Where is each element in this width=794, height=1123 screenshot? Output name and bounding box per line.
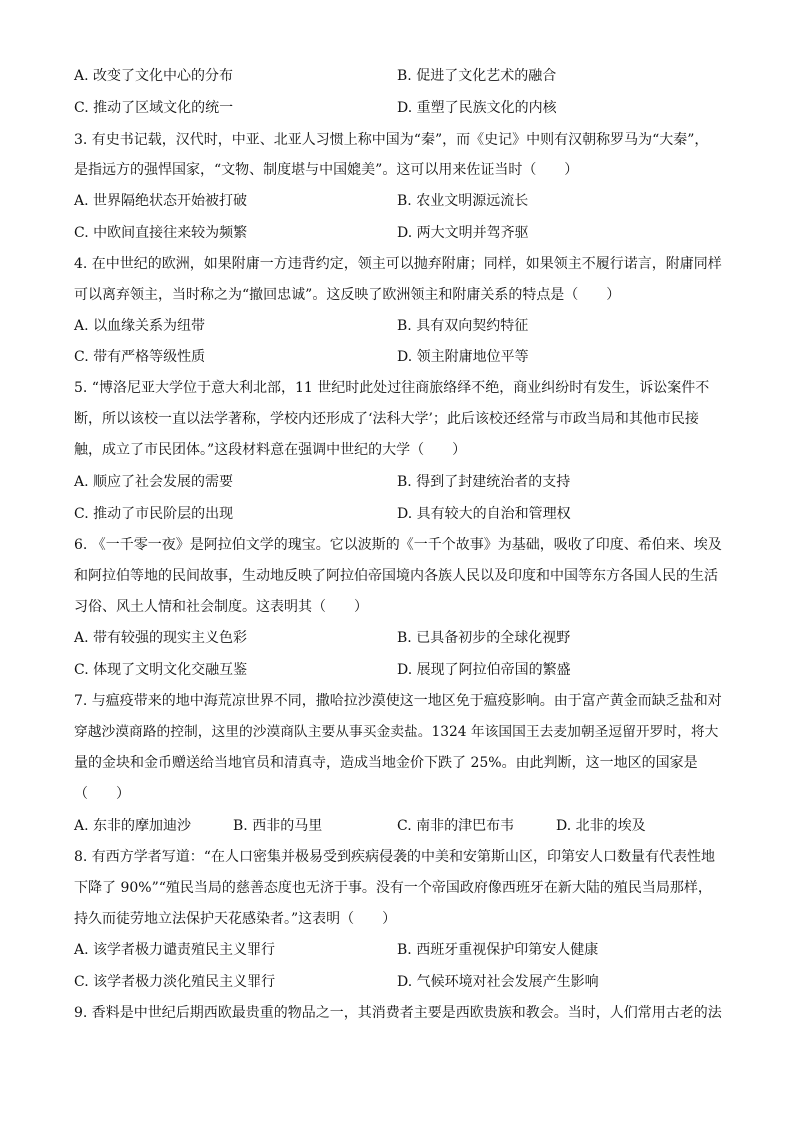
q4-option-c: C. 带有严格等级性质 — [74, 349, 206, 365]
q5-option-c: C. 推动了市民阶层的出现 — [74, 506, 234, 522]
q5-stem-line-1: 5. “博洛尼亚大学位于意大利北部，11 世纪时此处过往商旅络绎不绝，商业纠纷时有发生，诉讼案件不 — [74, 380, 710, 396]
q5-option-d: D. 具有较大的自治和管理权 — [397, 506, 571, 522]
q8-stem-line-2: 下降了 90%”“殖民当局的慈善态度也无济于事。没有一个帝国政府像西班牙在新大陆的殖民当局那样， — [74, 880, 712, 896]
q8-stem-line-3: 持久而徒劳地立法保护天花感染者。”这表明（ ） — [74, 911, 397, 927]
q4-stem-line-1: 4. 在中世纪的欧洲，如果附庸一方违背约定，领主可以抛弃附庸；同样，如果领主不履行诺言，附庸同样 — [74, 256, 722, 272]
q7-option-c: C. 南非的津巴布韦 — [397, 818, 515, 834]
q7-stem-line-1: 7. 与瘟疫带来的地中海荒凉世界不同，撒哈拉沙漠使这一地区免于瘟疫影响。由于富产黄金而缺乏盐和对 — [74, 693, 722, 709]
q8-option-a: A. 该学者极力谴责殖民主义罪行 — [74, 942, 276, 958]
q3-option-c: C. 中欧间直接往来较为频繁 — [74, 225, 248, 241]
q3-option-d: D. 两大文明并驾齐驱 — [397, 225, 529, 241]
q6-option-c: C. 体现了文明文化交融互鉴 — [74, 662, 248, 678]
q6-stem-line-3: 习俗、风土人情和社会制度。这表明其（ ） — [74, 599, 368, 615]
q6-option-b: B. 已具备初步的全球化视野 — [397, 630, 571, 646]
q7-option-b: B. 西非的马里 — [233, 818, 323, 834]
q3-stem-line-2: 是指远方的强悍国家，“文物、制度堪与中国媲美”。这可以用来佐证当时（ ） — [74, 162, 579, 178]
q2-option-d: D. 重塑了民族文化的内核 — [397, 100, 557, 116]
q2-option-a: A. 改变了文化中心的分布 — [74, 68, 234, 84]
q2-option-b: B. 促进了文化艺术的融合 — [397, 68, 557, 84]
q6-stem-line-2: 和阿拉伯等地的民间故事，生动地反映了阿拉伯帝国境内各族人民以及印度和中国等东方各国人民的生活 — [74, 568, 718, 584]
q4-option-a: A. 以血缘关系为纽带 — [74, 318, 206, 334]
q8-option-c: C. 该学者极力淡化殖民主义罪行 — [74, 974, 276, 990]
q6-stem-line-1: 6. 《一千零一夜》是阿拉伯文学的瑰宝。它以波斯的《一千个故事》为基础，吸收了印度、希伯来、埃及 — [74, 537, 722, 553]
q8-option-d: D. 气候环境对社会发展产生影响 — [397, 974, 599, 990]
q3-option-a: A. 世界隔绝状态开始被打破 — [74, 193, 248, 209]
q6-option-a: A. 带有较强的现实主义色彩 — [74, 630, 248, 646]
q7-option-d: D. 北非的埃及 — [556, 818, 646, 834]
q4-option-b: B. 具有双向契约特征 — [397, 318, 529, 334]
q7-stem-line-3: 量的金块和金币赠送给当地官员和清真寺，造成当地金价下跌了 25%。由此判断，这一地区的国家是 — [74, 755, 698, 771]
q5-stem-line-3: 触，成立了市民团体。”这段材料意在强调中世纪的大学（ ） — [74, 442, 467, 458]
q6-option-d: D. 展现了阿拉伯帝国的繁盛 — [397, 662, 571, 678]
q9-stem-line-1: 9. 香料是中世纪后期西欧最贵重的物品之一，其消费者主要是西欧贵族和教会。当时，人们常用古老的法 — [74, 1005, 722, 1021]
q7-stem-line-4: （ ） — [74, 786, 130, 802]
q7-stem-line-2: 穿越沙漠商路的控制，这里的沙漠商队主要从事买金卖盐。1324 年该国国王去麦加朝圣逗留开罗时，将大 — [74, 724, 719, 740]
q2-option-c: C. 推动了区域文化的统一 — [74, 100, 234, 116]
q5-stem-line-2: 断，所以该校一直以法学著称，学校内还形成了‘法科大学’；此后该校还经常与市政当局和其他市民接 — [74, 411, 699, 427]
q3-option-b: B. 农业文明源远流长 — [397, 193, 529, 209]
q5-option-b: B. 得到了封建统治者的支持 — [397, 474, 571, 490]
q8-option-b: B. 西班牙重视保护印第安人健康 — [397, 942, 599, 958]
q3-stem-line-1: 3. 有史书记载，汉代时，中亚、北亚人习惯上称中国为“秦”，而《史记》中则有汉朝称罗马为“大秦”， — [74, 132, 709, 148]
q7-option-a: A. 东非的摩加迪沙 — [74, 818, 192, 834]
q5-option-a: A. 顺应了社会发展的需要 — [74, 474, 234, 490]
q4-option-d: D. 领主附庸地位平等 — [397, 349, 529, 365]
q8-stem-line-1: 8. 有西方学者写道：“在人口密集并极易受到疾病侵袭的中美和安第斯山区，印第安人口数量有代表性地 — [74, 849, 715, 865]
q4-stem-line-2: 可以离弃领主，当时称之为“撤回忠诚”。这反映了欧洲领主和附庸关系的特点是（ ） — [74, 287, 621, 303]
